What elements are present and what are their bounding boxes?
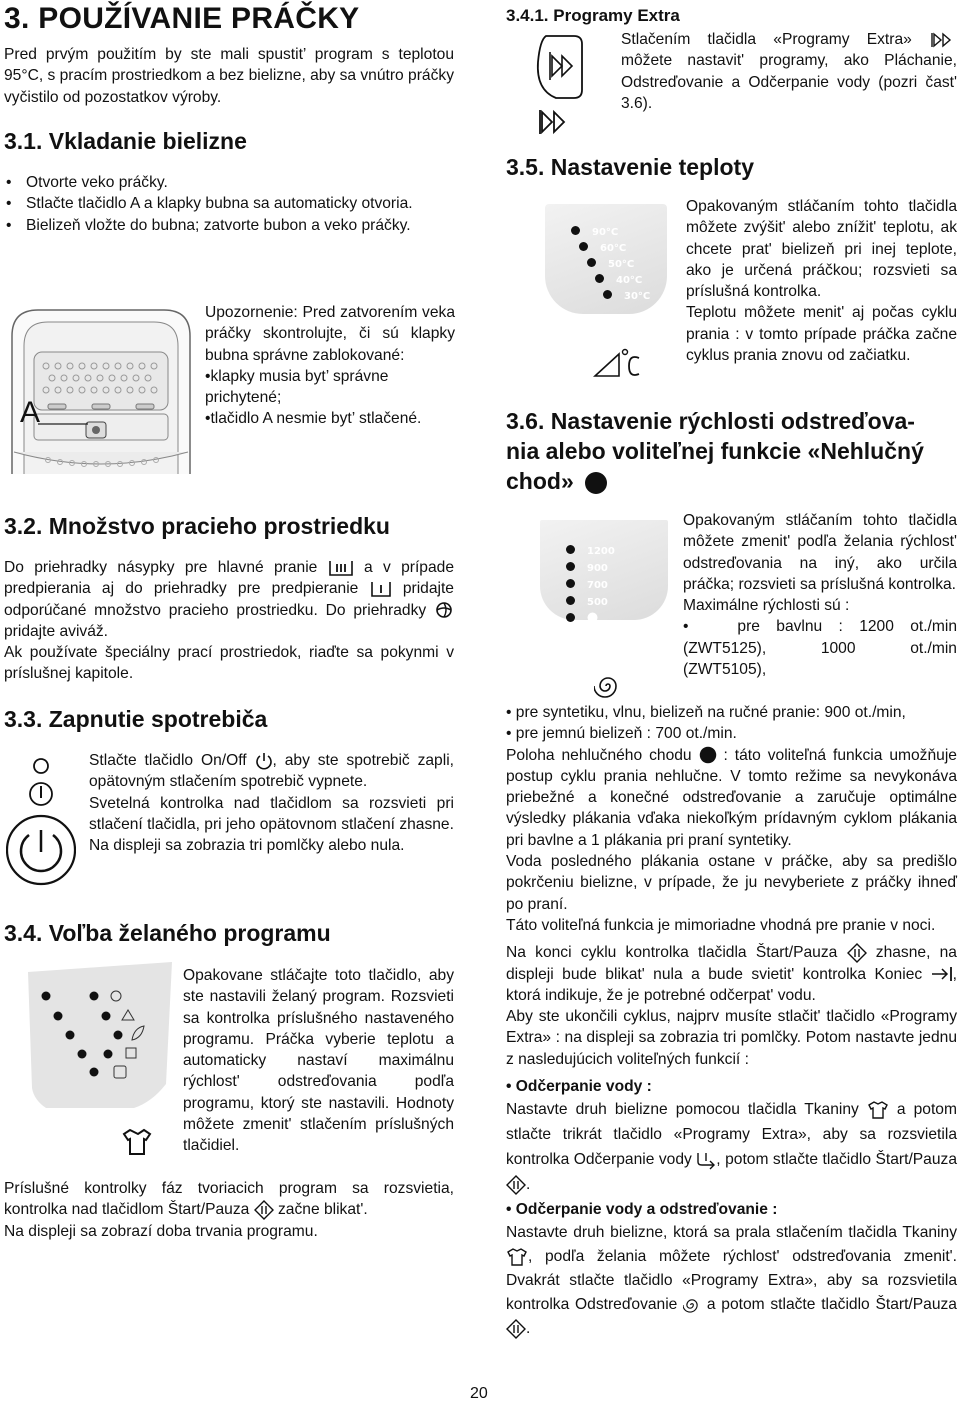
program-select-paragraph: Opakovane stláčajte toto tlačidlo, aby ste nastavili želaný program. Rozsvieti sa kontrolka príslušného nastaveného programu. Práčka vyberie teplotu a automaticky nastaví maximálnu rýchlost' odstreďovania podľa programu, ktorý ste nastavili. Hodnoty môžete zmenit' stlačením príslušných tlačidiel.	[183, 967, 454, 1155]
max-speeds-label: Maximálne rýchlosti sú :	[683, 597, 850, 615]
temperature-label: 30°C	[624, 291, 651, 302]
delicate-speed-line: • pre jemnú bielizeň : 700 ot./min.	[506, 725, 737, 743]
extra-programs-icon	[929, 31, 957, 49]
spin-icon	[594, 672, 622, 700]
fabric-icon	[506, 1247, 528, 1267]
cotton-speed-line: (ZWT5105),	[683, 661, 767, 679]
drain-paragraph: Nastavte druh bielizne pomocou tlačidla Tkaniny a potom stlačte trikrát tlačidlo «Programy Extra», aby sa rozsvietila kontrolka Odčerpanie vody , potom stlačte tlačidlo Štart/Pauza .	[506, 1101, 957, 1194]
end-cycle-paragraph: Na konci cyklu kontrolka tlačidla Štart/Pauza zhasne, na displeji bude blikat' nula a bude svietit' kontrolka Koniec , ktorá indikuje, že je potrebné odčerpat' vodu.	[506, 944, 957, 1004]
drum-label-a: A	[20, 396, 41, 429]
end-icon	[931, 965, 953, 983]
section-3-1-list	[4, 172, 454, 236]
drain-title: • Odčerpanie vody :	[506, 1078, 652, 1096]
spin-speed-panel	[540, 520, 668, 620]
warning-line: Upozornenie: Pred zatvorením veka práčky skontrolujte, či sú klapky bubna správne zablokované:	[205, 304, 455, 364]
power-button-illustration	[6, 754, 76, 890]
power-light-paragraph: Svetelná kontrolka nad tlačidlom sa rozsvieti pri stlačení tlačidla, pri jeho opätovnom stlačení zhasne.	[89, 794, 454, 833]
night-use-paragraph: Táto voliteľná funkcia je mimoriadne vhodná pre pranie v noci.	[506, 916, 936, 934]
drain-icon	[696, 1150, 716, 1170]
synthetic-speed-line: • pre syntetiku, vlnu, bielizeň na ručné pranie: 900 ot./min,	[506, 704, 906, 721]
temperature-led	[595, 274, 604, 283]
list-item: • Bielizeň vložte do bubna; zatvorte bubon a veko práčky.	[4, 215, 454, 236]
cotton-speed-line: (ZWT5125), 1000 ot./min	[683, 639, 957, 657]
spin-speed-label: 900	[587, 563, 608, 574]
on-off-icon	[255, 752, 273, 770]
start-pause-icon	[506, 1319, 526, 1339]
page-number: 20	[470, 1385, 488, 1402]
drum-illustration	[8, 306, 194, 476]
last-rinse-paragraph: Voda posledného plákania ostane v práčke, aby sa predišlo pokrčeniu bielizne, v prípade, že ju nevyberiete z práčky ihneď po praní.	[506, 853, 957, 913]
temperature-panel	[545, 204, 667, 314]
softener-icon	[434, 601, 454, 619]
spin-icon	[683, 1296, 701, 1314]
start-pause-icon	[506, 1175, 526, 1195]
spin-led	[566, 613, 575, 622]
spin-block	[683, 510, 957, 680]
section-3-1-title: 3.1. Vkladanie bielizne	[4, 128, 247, 154]
temperature-label: 90°C	[592, 227, 619, 238]
extra-programs-illustration	[534, 32, 584, 140]
program-phase-paragraph: Príslušné kontrolky fáz tvoriacich program sa rozsvietia, kontrolka nad tlačidlom Štart/Pauza začne blikat'. Na displeji sa zobrazí doba trvania programu.	[4, 1178, 454, 1242]
spin-drain-paragraph: Nastavte druh bielizne, ktorá sa prala stlačením tlačidla Tkaniny , podľa želania môžete rýchlost' odstreďovania zmenit'. Dvakrát stlačte tlačidlo «Programy Extra», aby sa rozsvietila kontrolka Odstreďovanie a potom stlačte tlačidlo Štart/Pauza .	[506, 1223, 957, 1337]
detergent-note: Ak používate špeciálny prací prostriedok, riaďte sa pokynmi v príslušnej kapitole.	[4, 644, 454, 683]
stop-cycle-paragraph: Aby ste ukončili cyklus, najprv musíte stlačit' tlačidlo «Programy Extra» : na displeji sa zobrazia tri pomlčky. Potom nastavte jednu z nasledujúcich voliteľných funkcií :	[506, 1008, 957, 1068]
fabric-icon	[867, 1100, 889, 1120]
spin-led	[566, 596, 575, 605]
warning-line: •tlačidlo A nesmie byt’ stlačené.	[205, 410, 422, 428]
spin-speed-label: 500	[587, 597, 608, 608]
program-selector-illustration	[24, 960, 176, 1158]
spin-led	[566, 545, 575, 554]
extra-programs-paragraph: Stlačením tlačidla «Programy Extra» môžete nastavit' programy, ako Pláchanie, Odstreďovanie a Odčerpanie vody (pozri čast' 3.6).	[621, 31, 957, 112]
main-wash-icon	[328, 559, 354, 577]
intro-paragraph: Pred prvým použitím by ste mali spustit’ program s teplotou 95°C, s pracím prostriedkom a bez bielizne, aby sa vnútro práčky vyčistilo od pozostatkov výroby.	[4, 46, 454, 106]
start-pause-icon	[254, 1200, 274, 1220]
temperature-icon	[593, 346, 643, 380]
start-pause-icon	[847, 943, 867, 963]
section-3-5-title: 3.5. Nastavenie teploty	[506, 154, 754, 180]
night-mode-icon	[584, 471, 608, 495]
power-on-block	[89, 750, 454, 856]
night-mode-icon	[699, 746, 717, 764]
temperature-change-paragraph: Teplotu môžete menit' aj počas cyklu prania : v tomto prípade práčka začne cyklus prania znovu od začiatku.	[686, 304, 957, 365]
temperature-list	[571, 224, 650, 304]
section-3-6-title: 3.6. Nastavenie rýchlosti odstreďova- nia alebo voliteľnej funkcie «Nehlučný chod»	[506, 408, 924, 494]
prewash-icon	[370, 580, 392, 598]
warning-block	[205, 302, 455, 430]
temperature-led	[571, 226, 580, 235]
section-3-2-title: 3.2. Množstvo pracieho prostriedku	[4, 513, 390, 539]
detergent-paragraph: Do priehradky násypky pre hlavné pranie a v prípade predpierania aj do priehradky pre predpieranie pridajte odporúčané množstvo pracieho prostriedku. Do priehradky pridajte aviváž. Ak používate špeciálny prací prostriedok, riaďte sa pokynmi v príslušnej kapitole.	[4, 557, 454, 685]
temperature-paragraph: Opakovaným stláčaním tohto tlačidla môžete zvýšit' alebo znížit' teplotu, ak chcete prat' bielizeň pri inej teplote, ako je určená práčkou; rozsvieti sa príslušná kontrolka.	[686, 198, 957, 301]
night-mode-paragraph: Poloha nehlučného chodu : táto voliteľná funkcia umožňuje postup cyklu prania nehlučne. V tomto režime sa nevykonáva priebežné a konečné odstreďovanie a zaručuje optimálne výsledky plákania vďaka niekoľkým prídavným cyklom plákania pri bavlne a 1 plákania pri praní syntetiky.	[506, 746, 957, 849]
spin-speed-list	[566, 542, 615, 625]
spin-paragraph: Opakovaným stláčaním tohto tlačidla môžete zmenit' podľa želania rýchlost' odstreďovania na iný, ako určila práčka; rozsvieti sa príslušná kontrolka.	[683, 512, 957, 593]
temperature-led	[579, 242, 588, 251]
spin-drain-title: • Odčerpanie vody a odstreďovanie :	[506, 1201, 778, 1219]
section-3-4-title: 3.4. Voľba želaného programu	[4, 920, 331, 946]
page-title: 3. POUŽÍVANIE PRÁČKY	[4, 2, 360, 35]
temperature-label: 50°C	[608, 259, 635, 270]
spin-speed-label: 700	[587, 580, 608, 591]
list-item: • Otvorte veko práčky.	[4, 172, 454, 193]
night-mode-icon	[587, 612, 598, 623]
temperature-label: 60°C	[600, 243, 627, 254]
temperature-block	[686, 196, 957, 366]
right-lower-text	[506, 702, 957, 1341]
section-3-3-title: 3.3. Zapnutie spotrebiča	[4, 706, 268, 732]
section-3-4-1-title: 3.4.1. Programy Extra	[506, 6, 680, 25]
list-item: • Stlačte tlačidlo A a klapky bubna sa automaticky otvoria.	[4, 193, 454, 214]
temperature-label: 40°C	[616, 275, 643, 286]
spin-speed-label: 1200	[587, 546, 615, 557]
temperature-led	[587, 258, 596, 267]
program-duration-paragraph: Na displeji sa zobrazí doba trvania programu.	[4, 1222, 318, 1240]
spin-led	[566, 579, 575, 588]
display-dashes-paragraph: Na displeji sa zobrazia tri pomlčky alebo nula.	[89, 837, 405, 855]
warning-line: •klapky musia byt’ správne prichytené;	[205, 367, 389, 407]
spin-led	[566, 562, 575, 571]
power-on-paragraph: Stlačte tlačidlo On/Off , aby ste spotrebič zapli, opätovným stlačením spotrebič vypnete.	[89, 752, 454, 791]
temperature-led	[603, 290, 612, 299]
cotton-speed-line: • pre bavlnu : 1200 ot./min	[683, 618, 957, 636]
